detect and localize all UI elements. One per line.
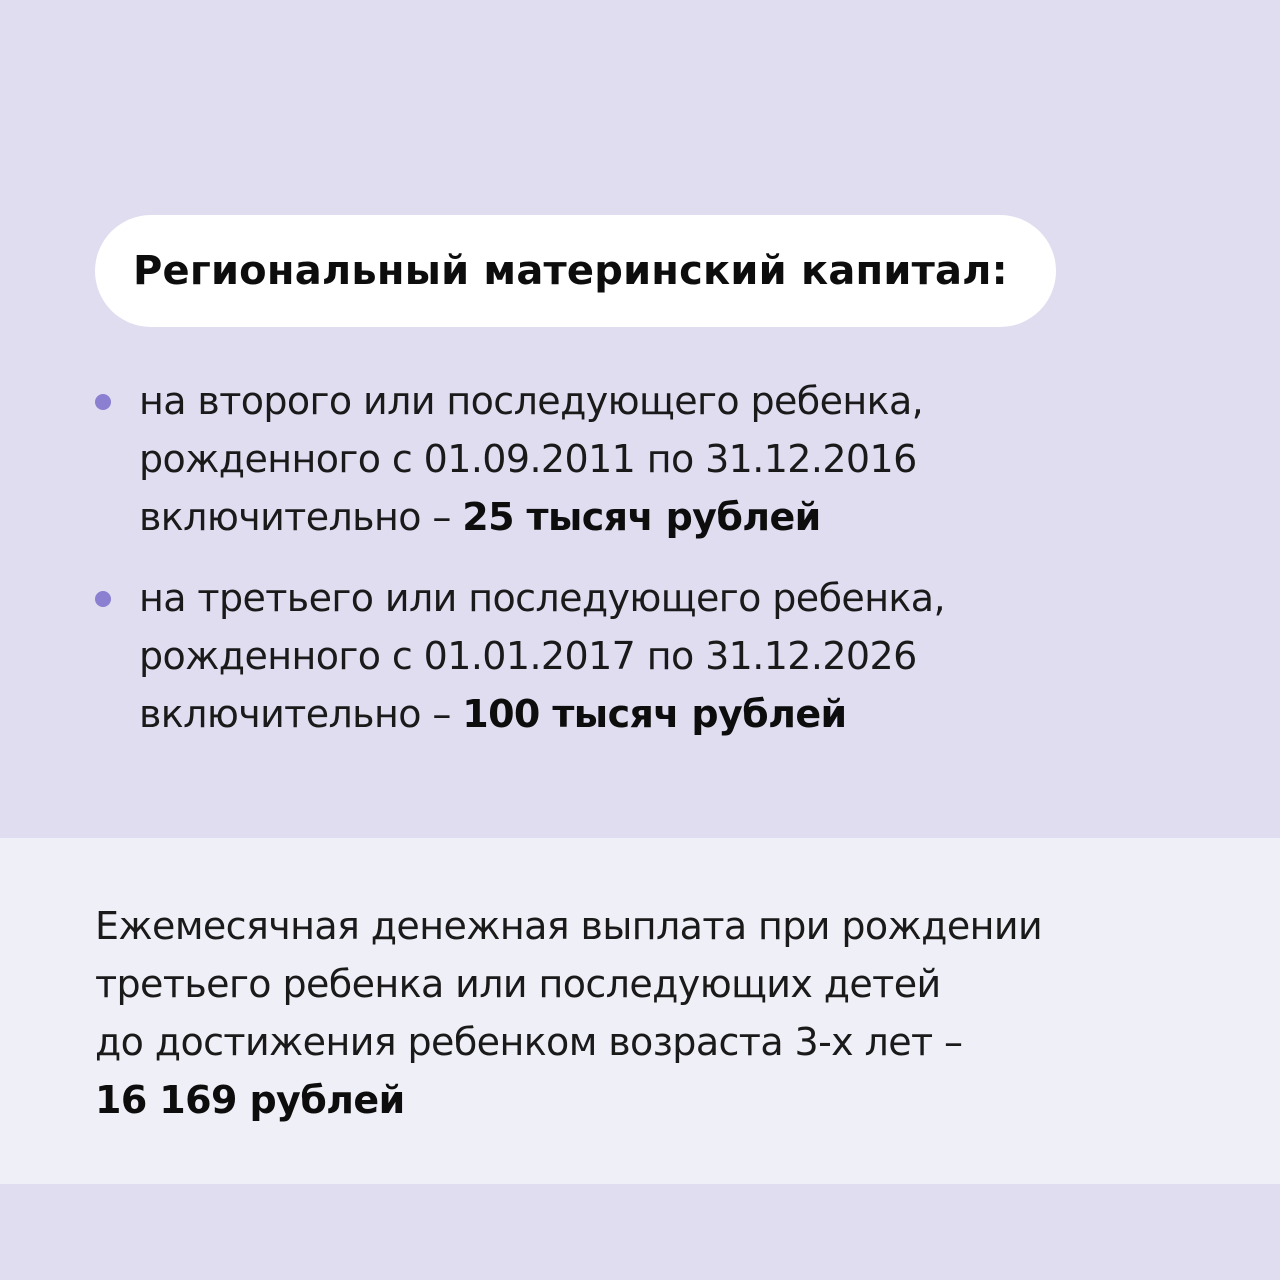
monthly-line: Ежемесячная денежная выплата при рождении: [95, 904, 1043, 948]
bullet-line: рожденного с 01.01.2017 по 31.12.2026: [139, 634, 917, 678]
bullet-line-prefix: включительно –: [139, 692, 463, 736]
bullet-line-prefix: включительно –: [139, 495, 463, 539]
bullet-dot-icon: [95, 591, 111, 607]
monthly-line: до достижения ребенком возраста 3-х лет –: [95, 1020, 963, 1064]
bullet-line: рожденного с 01.09.2011 по 31.12.2016: [139, 437, 917, 481]
bullet-amount: 25 тысяч рублей: [462, 495, 821, 539]
bullet-line: [139, 488, 1095, 546]
bullet-line: на третьего или последующего ребенка,: [139, 576, 945, 620]
page-title: Региональный материнский капитал:: [133, 248, 1008, 294]
monthly-amount: 16 169 рублей: [95, 1078, 405, 1122]
bullet-line: на второго или последующего ребенка,: [139, 379, 924, 423]
bullet-amount: 100 тысяч рублей: [462, 692, 847, 736]
monthly-payment-text: [95, 897, 1042, 1129]
bullet-line: [139, 685, 1095, 743]
title-pill: [95, 215, 1056, 327]
bullet-list: [95, 372, 1095, 743]
bullet-dot-icon: [95, 394, 111, 410]
list-item: [95, 569, 1095, 743]
monthly-line: третьего ребенка или последующих детей: [95, 962, 941, 1006]
list-item: [95, 372, 1095, 546]
